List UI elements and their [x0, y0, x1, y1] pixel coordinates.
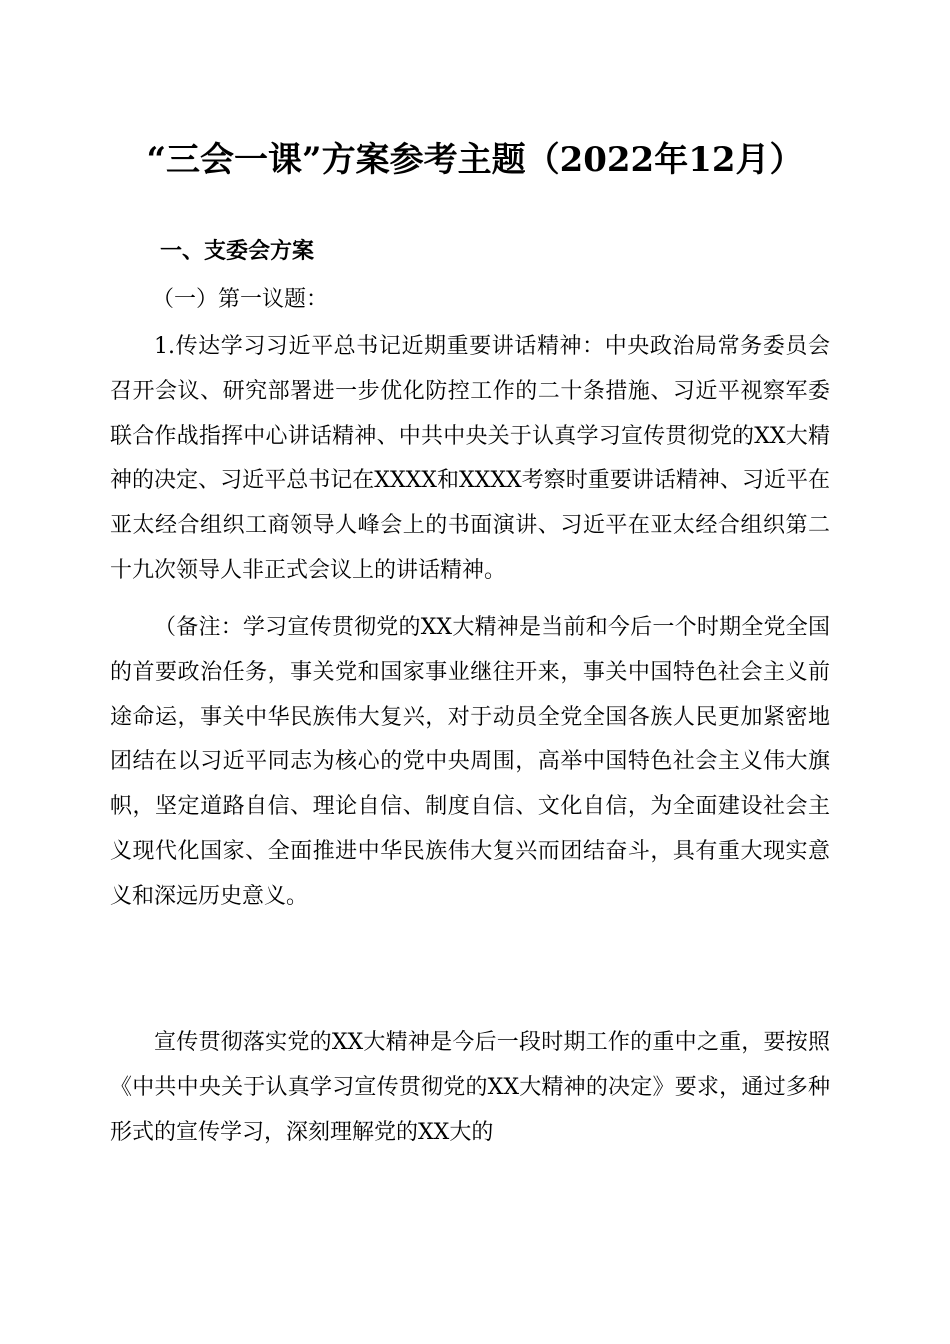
subsection-heading: （一）第一议题： — [152, 287, 329, 312]
body-paragraph-1: 1.传达学习习近平总书记近期重要讲话精神：中央政治局常务委员会召开会议、研究部署进一步优化防控工作的二十条措施、习近平视察军委联合作战指挥中心讲话精神、中共中央关于认真学习宣传贯彻党的XX大精神的决定、习近平总书记在XXXX和XXXX考察时重要讲话精神、习近平在亚太经合组织工商领导人峰会上的书面演讲、习近平在亚太经合组织第二十九次领导人非正式会议上的讲话精神。 — [110, 334, 830, 583]
body-paragraph-3: 宣传贯彻落实党的XX大精神是今后一段时期工作的重中之重，要按照《中共中央关于认真学习宣传贯彻党的XX大精神的决定》要求，通过多种形式的宣传学习，深刻理解党的XX大的 — [110, 1030, 830, 1145]
section-heading: 一、支委会方案 — [160, 239, 315, 264]
body-paragraph-2: （备注：学习宣传贯彻党的XX大精神是当前和今后一个时期全党全国的首要政治任务，事关党和国家事业继往开来，事关中国特色社会主义前途命运，事关中华民族伟大复兴，对于动员全党全国各族人民更加紧密地团结在以习近平同志为核心的党中央周围，高举中国特色社会主义伟大旗帜，坚定道路自信、理论自信、制度自信、文化自信，为全面建设社会主义现代化国家、全面推进中华民族伟大复兴而团结奋斗，具有重大现实意义和深远历史意义。 — [110, 615, 830, 909]
document-title: “三会一课”方案参考主题（2022年12月） — [146, 140, 804, 180]
